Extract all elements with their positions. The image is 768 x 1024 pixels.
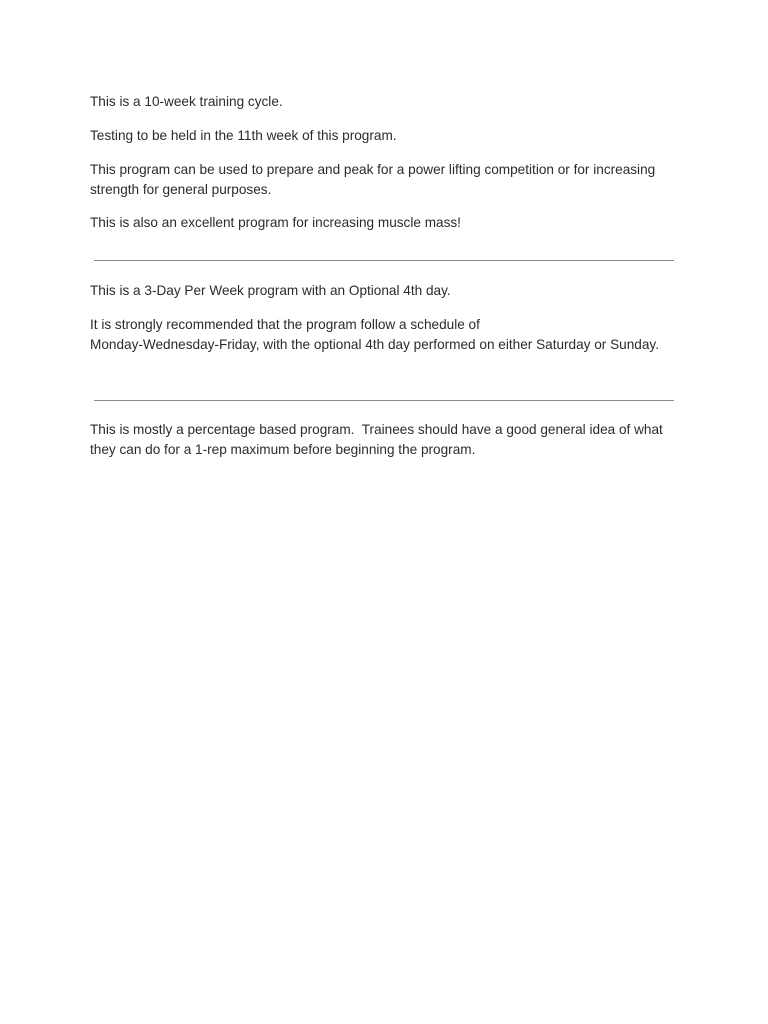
schedule-paragraph bbox=[90, 315, 680, 355]
schedule-line-2: Monday-Wednesday-Friday, with the optional 4th day performed on either Saturday or Sunday. bbox=[90, 337, 659, 352]
schedule-line-1: It is strongly recommended that the program follow a schedule of bbox=[90, 317, 480, 332]
program-purpose-text: This program can be used to prepare and peak for a power lifting competition or for increasing strength for general purposes. bbox=[90, 162, 659, 197]
cycle-length-text: This is a 10-week training cycle. bbox=[90, 94, 283, 109]
muscle-mass-text: This is also an excellent program for increasing muscle mass! bbox=[90, 215, 461, 230]
days-per-week-text: This is a 3-Day Per Week program with an Optional 4th day. bbox=[90, 283, 451, 298]
testing-week-text: Testing to be held in the 11th week of this program. bbox=[90, 128, 397, 143]
percentage-based-text: This is mostly a percentage based program. Trainees should have a good general idea of what they can do for a 1-rep maximum before beginning the program. bbox=[90, 422, 667, 457]
divider-2 bbox=[94, 400, 674, 401]
divider-1 bbox=[94, 260, 674, 261]
